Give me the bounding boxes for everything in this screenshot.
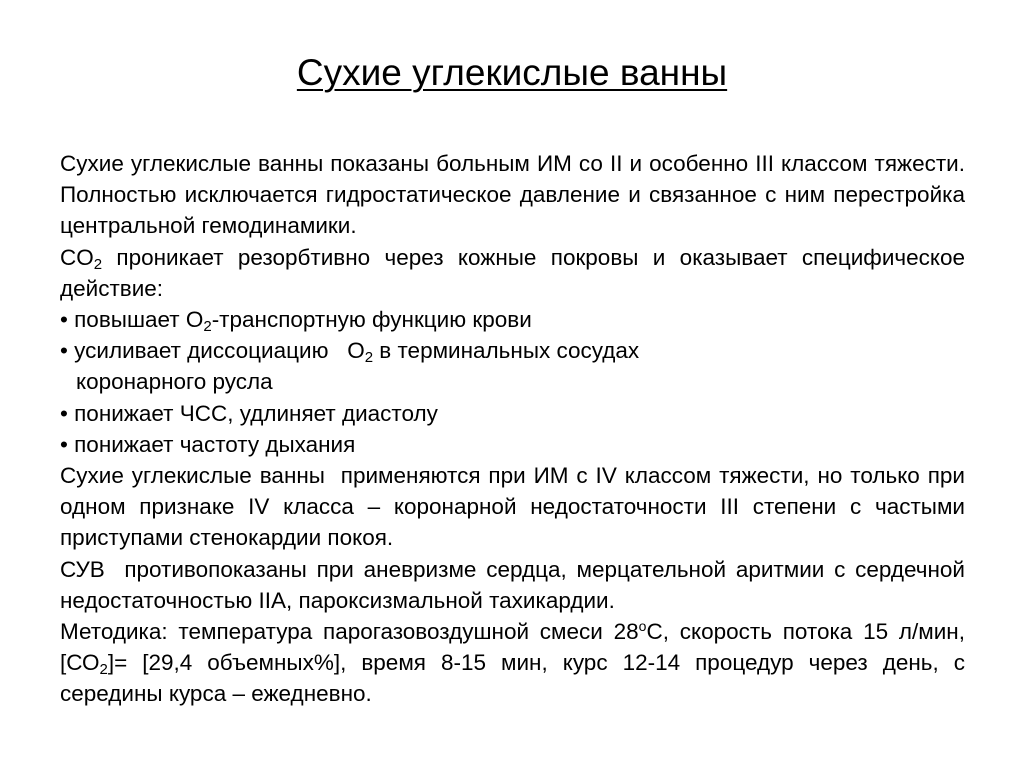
bullet-item-heart-rate: • понижает ЧСС, удлиняет диастолу	[60, 400, 438, 426]
bullet-text: • повышает O	[60, 307, 204, 333]
co2-text: CO	[60, 244, 94, 270]
paragraph-class-iv: Сухие углекислые ванны применяются при ИМ с IV классом тяжести, но только при одном признаке IV класса – коронарной недостаточности III степени с частыми приступами стенокардии покоя.	[60, 463, 972, 551]
bullet-text: • усиливает диссоциацию O	[60, 338, 365, 364]
method-text: С, скорость потока 15 л/мин, [СО	[60, 619, 965, 676]
o2-subscript: 2	[203, 318, 212, 336]
bullet-item-breathing: • понижает частоту дыхания	[60, 431, 356, 457]
paragraph-co2-action	[60, 242, 965, 304]
co2-subscript: 2	[93, 255, 103, 273]
paragraph-method	[60, 616, 965, 710]
o2-subscript: 2	[364, 349, 374, 367]
slide-body	[60, 148, 972, 710]
bullet-text: -транспортную функцию крови	[211, 307, 532, 333]
bullet-item-continuation: коронарного русла	[76, 369, 273, 395]
paragraph-contraindications: СУВ противопоказаны при аневризме сердца, мерцательной аритмии с сердечной недостаточностью IIА, пароксизмальной тахикардии.	[60, 556, 972, 613]
co2-action-text: проникает резорбтивно через кожные покровы и оказывает специфическое действие:	[60, 244, 965, 301]
co2-subscript: 2	[99, 661, 108, 679]
method-text: Методика: температура парогазовоздушной смеси 28	[60, 619, 639, 645]
bullet-item-o2-dissociation	[60, 335, 965, 366]
paragraph-indications: Сухие углекислые ванны показаны больным ИМ со II и особенно III классом тяжести. Полностью исключается гидростатическое давление и связанное с ним перестройка центральной гемодинамики.	[60, 151, 965, 239]
degree-superscript: о	[638, 618, 647, 635]
bullet-text: в терминальных сосудах	[373, 338, 640, 364]
bullet-item-o2-transport	[60, 304, 965, 335]
slide-title: Сухие углекислые ванны	[296, 52, 728, 93]
method-text: ]= [29,4 объемных%], время 8-15 мин, курс 12-14 процедур через день, с середины курса – ежедневно.	[60, 650, 965, 707]
